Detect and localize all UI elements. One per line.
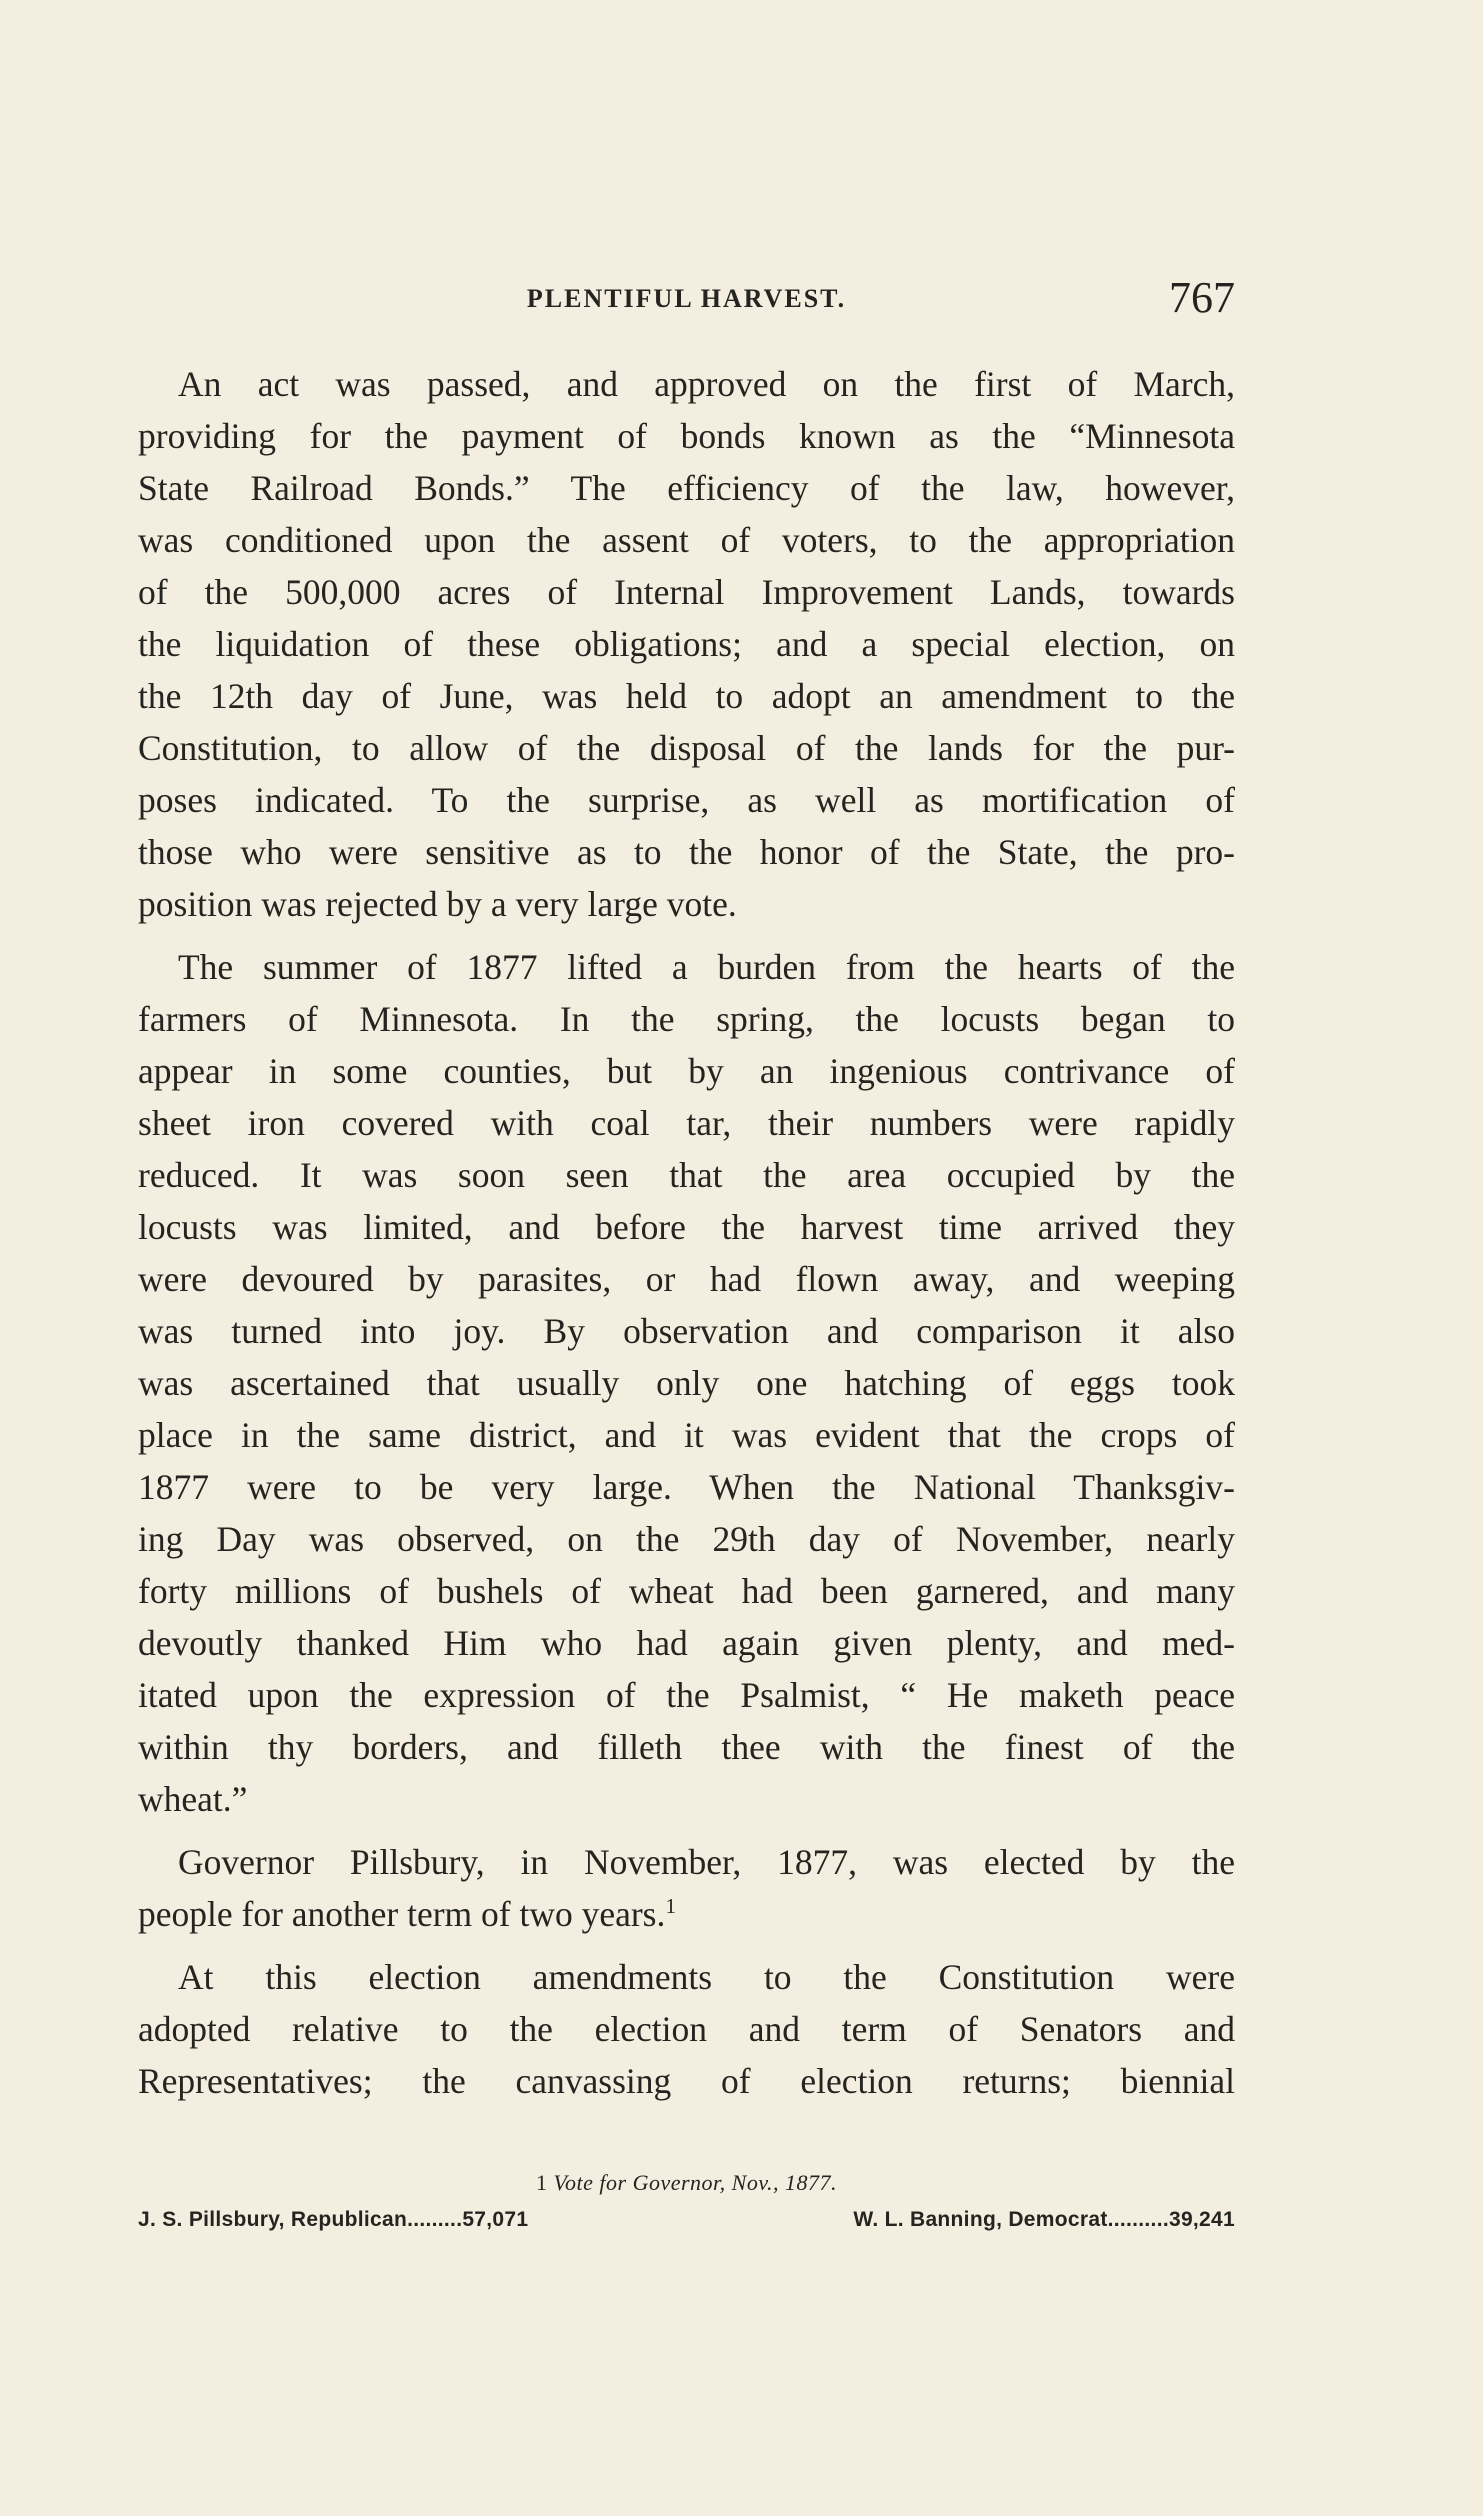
text-line: within thy borders, and filleth thee with the finest of the (138, 1727, 1235, 1767)
paragraph-bonds-act (138, 358, 1235, 930)
text-line: the liquidation of these obligations; and a special election, on (138, 624, 1235, 664)
text-line: 1877 were to be very large. When the National Thanksgiv- (138, 1467, 1235, 1507)
footnote-reference[interactable]: 1 (665, 1894, 677, 1919)
text-line: was turned into joy. By observation and comparison it also (138, 1311, 1235, 1351)
text-line: An act was passed, and approved on the first of March, (178, 364, 1235, 404)
text-line: sheet iron covered with coal tar, their numbers were rapidly (138, 1103, 1235, 1143)
paragraph-pillsbury-election (138, 1836, 1235, 1940)
text-line: was conditioned upon the assent of voters, to the appropriation (138, 520, 1235, 560)
running-title: PLENTIFUL HARVEST. (526, 284, 847, 313)
footnote-vote-republican: J. S. Pillsbury, Republican.........57,071 (138, 2208, 529, 2231)
footnote-number: 1 (536, 2170, 548, 2195)
text-line: devoutly thanked Him who had again given plenty, and med- (138, 1623, 1235, 1663)
text-line (138, 1888, 1235, 1940)
text-line-content: people for another term of two years. (138, 1894, 666, 1934)
text-line: forty millions of bushels of wheat had been garnered, and many (138, 1571, 1235, 1611)
paragraph-amendments (138, 1951, 1235, 2107)
text-line: appear in some counties, but by an ingenious contrivance of (138, 1051, 1235, 1091)
text-line: providing for the payment of bonds known as the “Minnesota (138, 416, 1235, 456)
text-line: adopted relative to the election and term of Senators and (138, 2009, 1235, 2049)
text-line: reduced. It was soon seen that the area occupied by the (138, 1155, 1235, 1195)
footnote-area (138, 2170, 1235, 2232)
text-line: those who were sensitive as to the honor of the State, the pro- (138, 832, 1235, 872)
text-line: place in the same district, and it was evident that the crops of (138, 1415, 1235, 1455)
text-line: farmers of Minnesota. In the spring, the locusts began to (138, 999, 1235, 1039)
text-line: State Railroad Bonds.” The efficiency of the law, however, (138, 468, 1235, 508)
text-line: Representatives; the canvassing of election returns; biennial (138, 2061, 1235, 2101)
text-line: position was rejected by a very large vote. (138, 884, 737, 924)
page-number: 767 (1169, 273, 1235, 322)
text-line: itated upon the expression of the Psalmist, “ He maketh peace (138, 1675, 1235, 1715)
text-line: the 12th day of June, was held to adopt an amendment to the (138, 676, 1235, 716)
text-line: The summer of 1877 lifted a burden from the hearts of the (178, 947, 1235, 987)
text-line: Constitution, to allow of the disposal of the lands for the pur- (138, 728, 1235, 768)
footnote-vote-democrat: W. L. Banning, Democrat..........39,241 (853, 2208, 1235, 2231)
footnote-vote-row (138, 2208, 1235, 2232)
footnote-caption: Vote for Governor, Nov., 1877. (553, 2170, 837, 2195)
text-line: was ascertained that usually only one hatching of eggs took (138, 1363, 1235, 1403)
running-head (138, 272, 1235, 332)
text-line: of the 500,000 acres of Internal Improvement Lands, towards (138, 572, 1235, 612)
text-line: poses indicated. To the surprise, as well as mortification of (138, 780, 1235, 820)
text-line: Governor Pillsbury, in November, 1877, was elected by the (178, 1842, 1235, 1882)
text-line: were devoured by parasites, or had flown away, and weeping (138, 1259, 1235, 1299)
text-line: ing Day was observed, on the 29th day of November, nearly (138, 1519, 1235, 1559)
footnote-title (138, 2170, 1235, 2196)
text-line: At this election amendments to the Constitution were (178, 1957, 1235, 1997)
paragraph-summer-1877 (138, 941, 1235, 1825)
body-text (138, 358, 1235, 2118)
text-line: wheat.” (138, 1779, 248, 1819)
text-line: locusts was limited, and before the harvest time arrived they (138, 1207, 1235, 1247)
